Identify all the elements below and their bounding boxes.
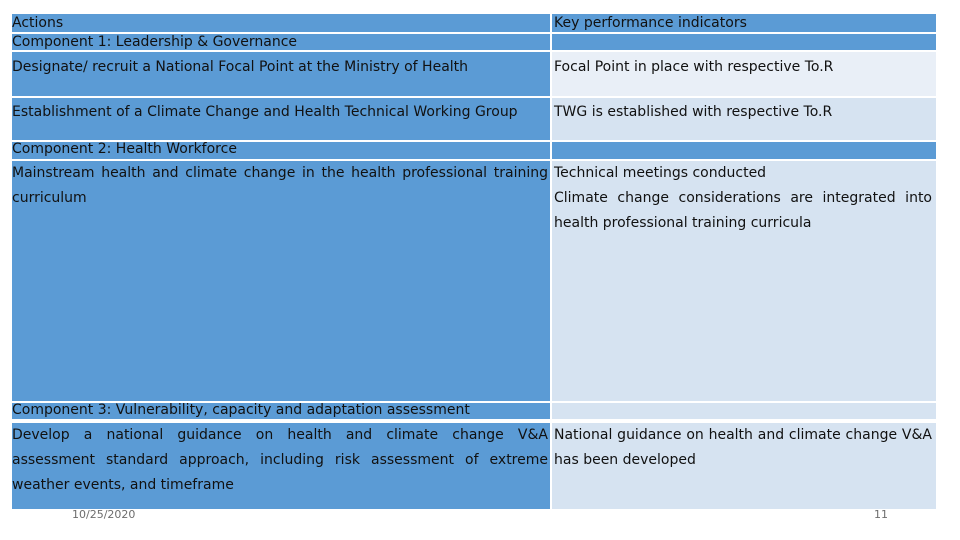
column-divider	[550, 14, 552, 509]
component3-title-row	[12, 403, 936, 419]
component3-title: Component 3: Vulnerability, capacity and adaptation assessment	[12, 403, 552, 419]
table-header-row	[12, 14, 936, 34]
header-actions: Actions	[12, 14, 552, 34]
component1-action-1: Designate/ recruit a National Focal Point at the Ministry of Health	[12, 52, 552, 96]
component2-kpi-1: Technical meetings conducted	[554, 165, 767, 181]
table-row	[12, 98, 936, 142]
component1-kpi-1: Focal Point in place with respective To.R	[552, 52, 936, 96]
table-row	[12, 423, 936, 509]
component2-title: Component 2: Health Workforce	[12, 142, 552, 159]
component1-title-kpi-cell	[552, 34, 936, 51]
table-row	[12, 52, 936, 96]
component3-title-kpi-cell	[552, 403, 936, 419]
component1-action-2: Establishment of a Climate Change and Health Technical Working Group	[12, 98, 552, 142]
component2-title-row	[12, 142, 936, 159]
component1-title-row	[12, 34, 936, 51]
component2-action: Mainstream health and climate change in the health professional training curriculum	[12, 161, 552, 401]
component2-kpi-2: Climate change considerations are integrated into health professional training curricula	[554, 190, 932, 231]
component3-kpi: National guidance on health and climate change V&A has been developed	[552, 423, 936, 509]
slide-number: 11	[874, 508, 888, 521]
slide-date: 10/25/2020	[72, 508, 136, 521]
component2-title-kpi-cell	[552, 142, 936, 159]
component3-action: Develop a national guidance on health and climate change V&A assessment standard approach, including risk assessment of extreme weather events, and timeframe	[12, 423, 552, 509]
component1-title: Component 1: Leadership & Governance	[12, 34, 552, 51]
table-row	[12, 161, 936, 401]
component2-kpi-cell	[552, 161, 936, 401]
component1-kpi-2: TWG is established with respective To.R	[552, 98, 936, 142]
header-kpi: Key performance indicators	[552, 14, 936, 34]
